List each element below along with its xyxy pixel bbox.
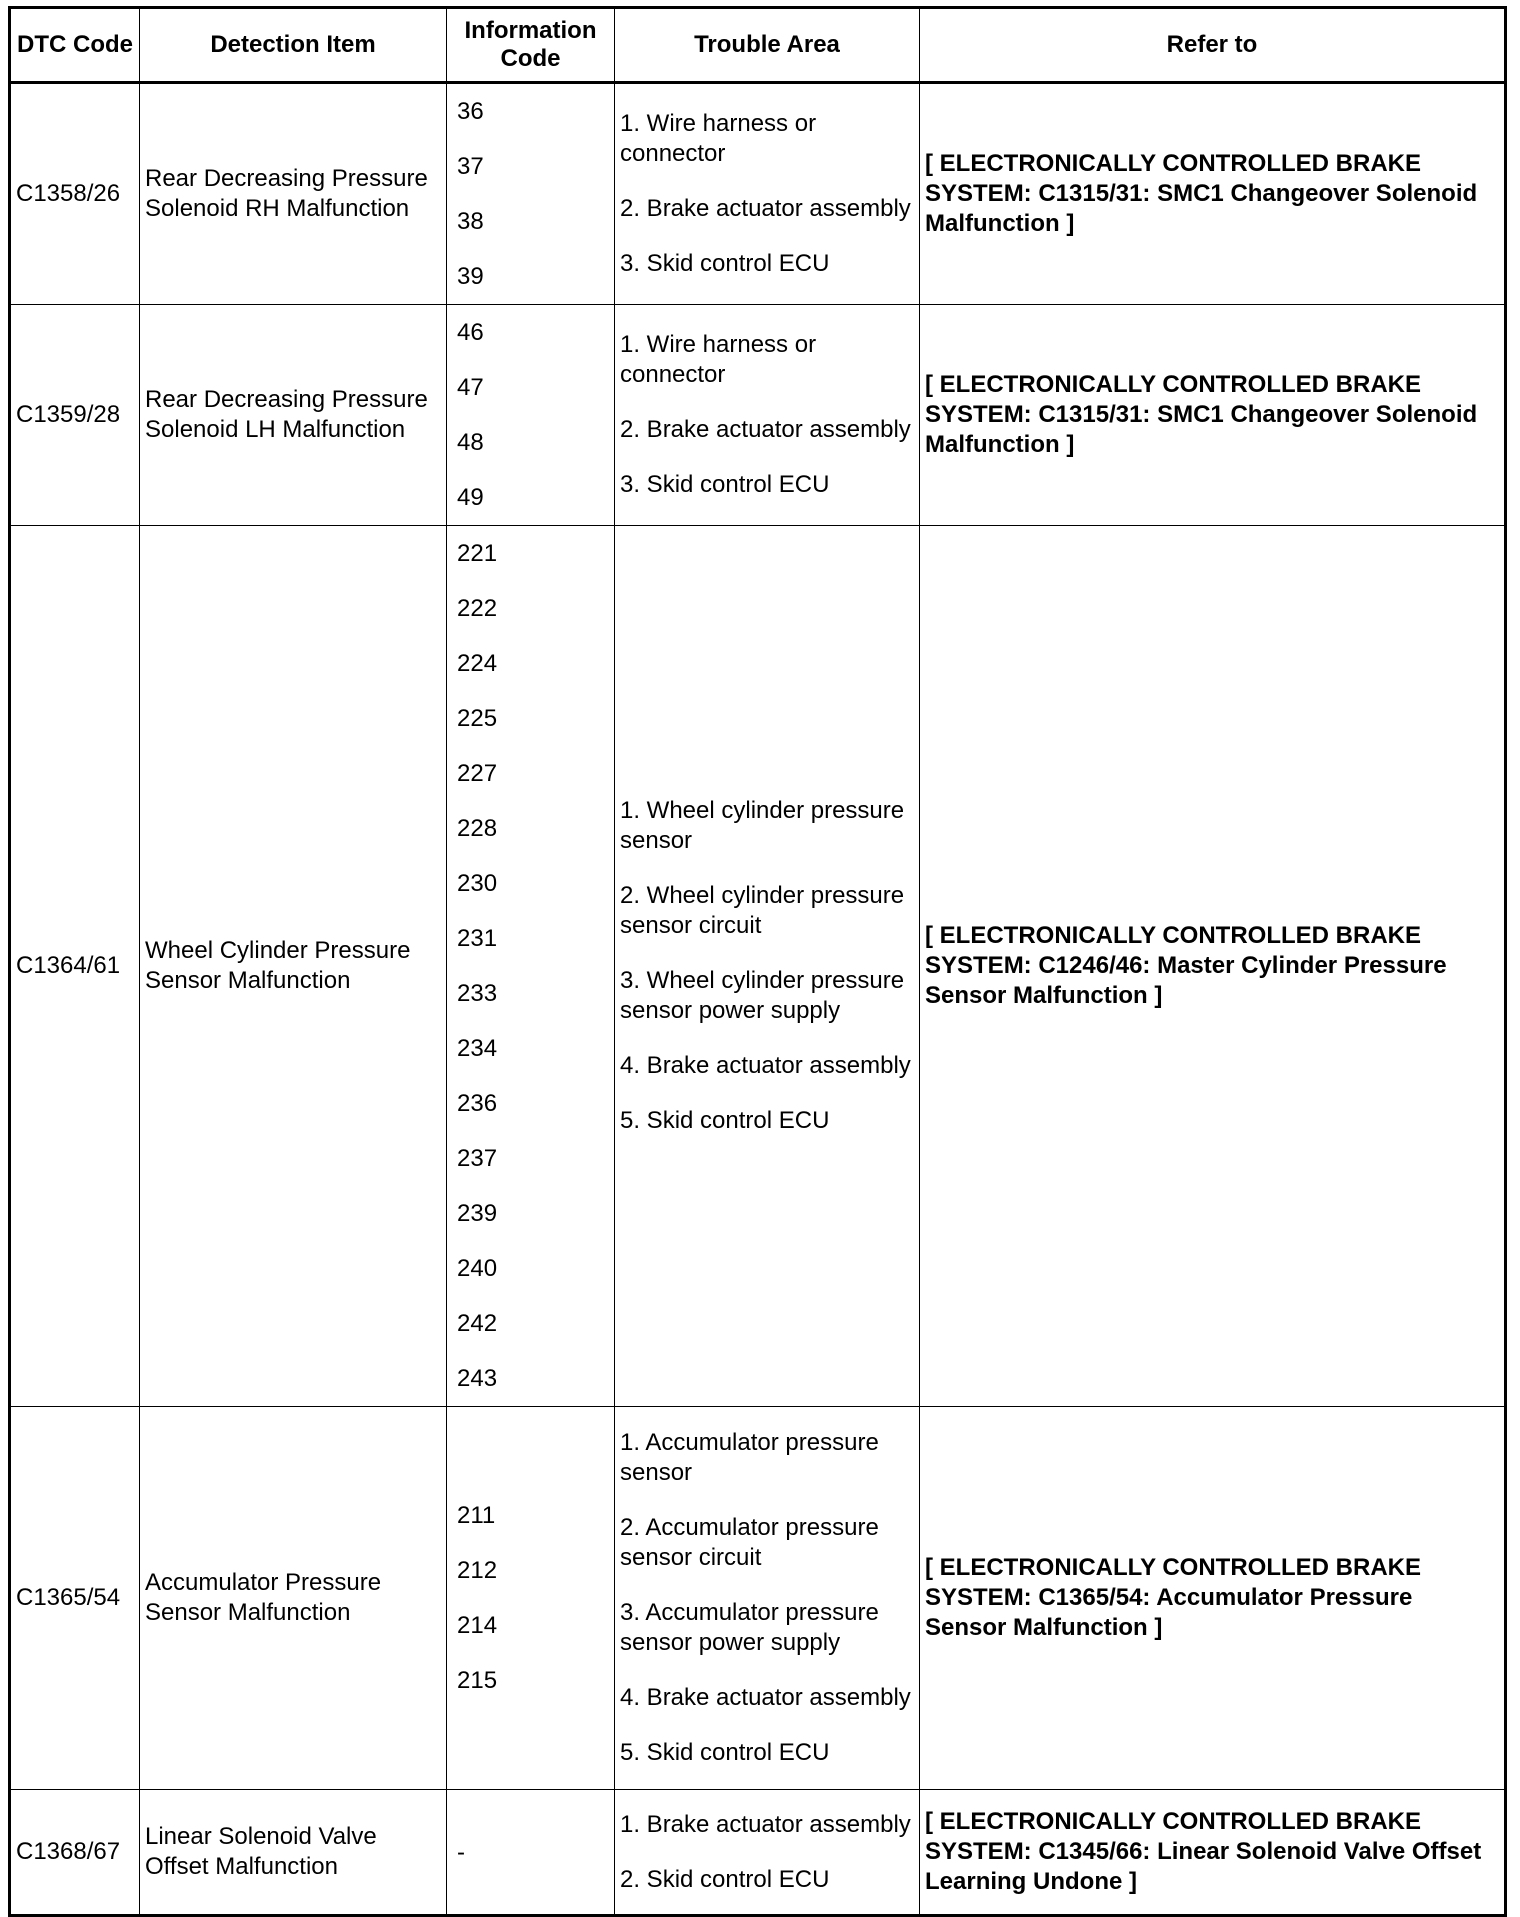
header-dtc-code: DTC Code (10, 8, 140, 83)
trouble-area-item: 3. Accumulator pressure sensor power supply (620, 1599, 879, 1656)
table-row (10, 1790, 1506, 1916)
header-row (10, 8, 1506, 83)
dtc-code-cell: C1365/54 (10, 1407, 140, 1790)
trouble-area-item: 4. Brake actuator assembly (620, 1684, 911, 1711)
detection-item-cell: Rear Decreasing Pressure Solenoid LH Malfunction (140, 305, 447, 526)
trouble-area-cell (615, 1790, 920, 1916)
detection-item-cell: Accumulator Pressure Sensor Malfunction (140, 1407, 447, 1790)
info-code: 234 (457, 1035, 498, 1062)
info-code: 215 (457, 1667, 498, 1694)
refer-to-link[interactable]: [ ELECTRONICALLY CONTROLLED BRAKE SYSTEM: C1345/66: Linear Solenoid Valve Offset Learning Undone ] (920, 1790, 1506, 1916)
trouble-area-cell (615, 526, 920, 1407)
info-code: 48 (457, 429, 484, 456)
table-row (10, 305, 1506, 526)
dtc-code-cell: C1368/67 (10, 1790, 140, 1916)
info-code: 237 (457, 1145, 498, 1172)
trouble-area-item: 2. Brake actuator assembly (620, 195, 911, 222)
refer-to-link[interactable]: [ ELECTRONICALLY CONTROLLED BRAKE SYSTEM: C1365/54: Accumulator Pressure Sensor Malfunction ] (920, 1407, 1506, 1790)
refer-to-link[interactable]: [ ELECTRONICALLY CONTROLLED BRAKE SYSTEM: C1315/31: SMC1 Changeover Solenoid Malfunction ] (920, 305, 1506, 526)
detection-item-cell: Rear Decreasing Pressure Solenoid RH Malfunction (140, 83, 447, 305)
trouble-area-item: 5. Skid control ECU (620, 1739, 830, 1766)
info-code: 228 (457, 815, 498, 842)
header-detection-item: Detection Item (140, 8, 447, 83)
dtc-table (8, 6, 1507, 1917)
header-refer-to: Refer to (920, 8, 1506, 83)
info-code: 233 (457, 980, 498, 1007)
refer-to-link[interactable]: [ ELECTRONICALLY CONTROLLED BRAKE SYSTEM: C1315/31: SMC1 Changeover Solenoid Malfunction ] (920, 83, 1506, 305)
info-code: 227 (457, 760, 498, 787)
trouble-area-item: 1. Accumulator pressure sensor (620, 1429, 879, 1486)
detection-item-cell: Linear Solenoid Valve Offset Malfunction (140, 1790, 447, 1916)
trouble-area-item: 1. Brake actuator assembly (620, 1810, 911, 1838)
info-code: 225 (457, 705, 498, 732)
trouble-area-cell (615, 1407, 920, 1790)
info-code: 242 (457, 1310, 498, 1337)
trouble-area-item: 3. Skid control ECU (620, 250, 830, 277)
trouble-area-item: 1. Wheel cylinder pressure sensor (620, 797, 905, 854)
info-code-cell (447, 1407, 615, 1790)
info-code-cell (447, 305, 615, 526)
info-code: 214 (457, 1612, 498, 1639)
trouble-area-item: 1. Wire harness or connector (620, 331, 817, 388)
info-code: 236 (457, 1090, 498, 1117)
info-code: 224 (457, 650, 498, 677)
info-code-cell (447, 1790, 615, 1916)
dtc-code-cell: C1359/28 (10, 305, 140, 526)
trouble-area-item: 4. Brake actuator assembly (620, 1052, 911, 1079)
info-code: 239 (457, 1200, 498, 1227)
info-code: 46 (457, 319, 484, 346)
trouble-area-cell (615, 305, 920, 526)
info-code: - (457, 1838, 465, 1866)
table-row (10, 83, 1506, 305)
info-code: 49 (457, 484, 484, 511)
info-code: 38 (457, 208, 484, 235)
table-row (10, 526, 1506, 1407)
detection-item-cell: Wheel Cylinder Pressure Sensor Malfunction (140, 526, 447, 1407)
dtc-code-cell: C1358/26 (10, 83, 140, 305)
table-row (10, 1407, 1506, 1790)
info-code: 211 (457, 1502, 496, 1529)
info-code-cell (447, 83, 615, 305)
header-trouble-area: Trouble Area (615, 8, 920, 83)
trouble-area-item: 3. Skid control ECU (620, 471, 830, 498)
info-code: 47 (457, 374, 484, 401)
trouble-area-item: 2. Skid control ECU (620, 1865, 830, 1893)
header-information-code: Information Code (447, 8, 615, 83)
dtc-code-cell: C1364/61 (10, 526, 140, 1407)
trouble-area-item: 2. Accumulator pressure sensor circuit (620, 1514, 879, 1571)
info-code: 222 (457, 595, 498, 622)
trouble-area-item: 2. Wheel cylinder pressure sensor circuit (620, 882, 905, 939)
info-code: 39 (457, 263, 484, 290)
info-code: 230 (457, 870, 498, 897)
trouble-area-item: 1. Wire harness or connector (620, 110, 817, 167)
info-code: 212 (457, 1557, 498, 1584)
info-code: 221 (457, 540, 498, 567)
info-code: 243 (457, 1365, 498, 1392)
trouble-area-item: 2. Brake actuator assembly (620, 416, 911, 443)
info-code: 37 (457, 153, 484, 180)
trouble-area-item: 5. Skid control ECU (620, 1107, 830, 1134)
info-code: 36 (457, 98, 484, 125)
trouble-area-cell (615, 83, 920, 305)
info-code: 240 (457, 1255, 498, 1282)
refer-to-link[interactable]: [ ELECTRONICALLY CONTROLLED BRAKE SYSTEM: C1246/46: Master Cylinder Pressure Sensor Malfunction ] (920, 526, 1506, 1407)
trouble-area-item: 3. Wheel cylinder pressure sensor power supply (620, 967, 905, 1024)
info-code: 231 (457, 925, 498, 952)
info-code-cell (447, 526, 615, 1407)
